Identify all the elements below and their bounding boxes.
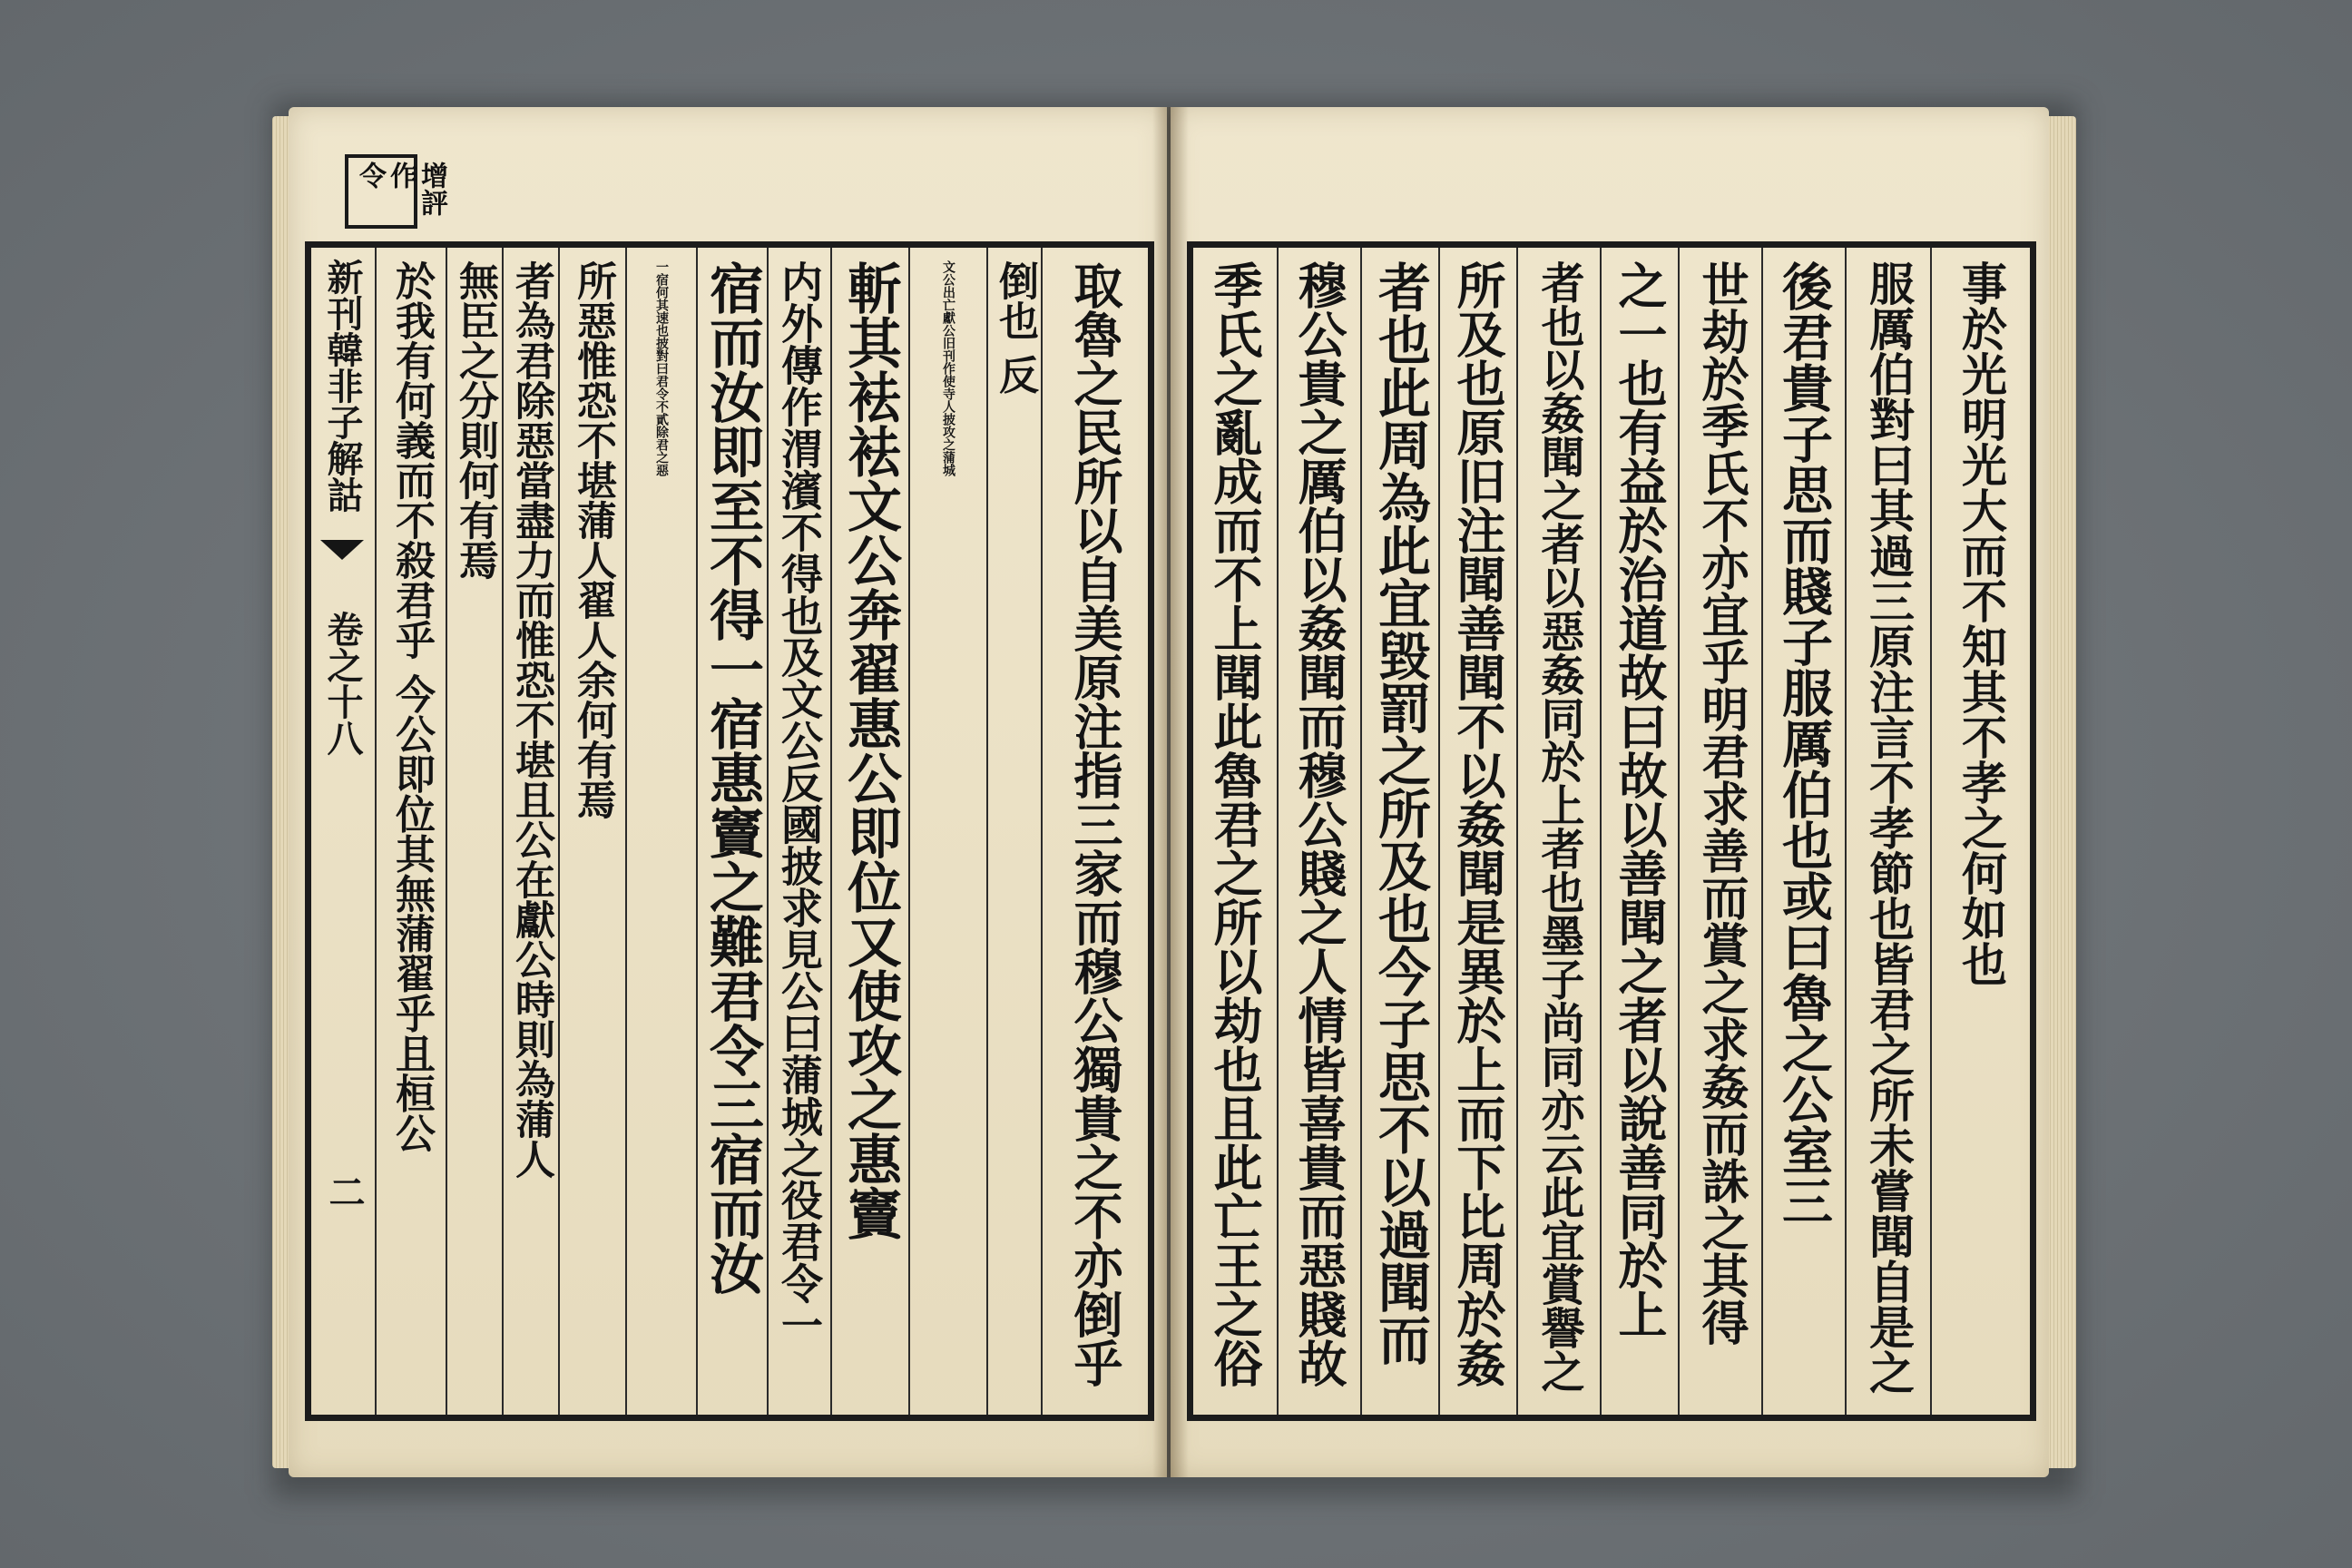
margin-volume: 卷之十八 — [321, 611, 364, 756]
text-column — [830, 248, 908, 1415]
text-column — [1277, 248, 1360, 1415]
text-column — [986, 248, 1041, 1415]
margin-strip — [311, 248, 375, 1415]
column-text: 一宿何其速也披對曰君令不貳除君之惡 — [654, 260, 669, 476]
column-text: 者為君除惡當盡力而惟恐不堪且公在獻公時則為蒲人 — [508, 260, 554, 1179]
text-column — [1930, 248, 2030, 1415]
text-column — [558, 248, 625, 1415]
fish-tail-mark — [320, 540, 364, 560]
header-stamp — [345, 154, 447, 229]
column-text: 所惡惟恐不堪蒲人翟人余何有焉 — [570, 260, 616, 819]
text-column — [1761, 248, 1845, 1415]
text-column — [1600, 248, 1678, 1415]
text-column — [1516, 248, 1600, 1415]
column-text: 於我有何義而不殺君乎 今公即位其無蒲翟乎且桓公 — [388, 260, 435, 1153]
column-text: 季氏之亂成而不上聞此魯君之所以劫也且此亡王之俗 — [1206, 260, 1264, 1387]
column-text: 取魯之民所以自美原注指三家而穆公獨貴之不亦倒乎 — [1066, 260, 1124, 1387]
column-text: 内外傳作渭濱不得也及文公反國披求見公曰蒲城之役君令一 — [775, 260, 824, 1346]
text-column — [1438, 248, 1516, 1415]
text-column — [696, 248, 767, 1415]
column-text: 事於光明光大而不知其不孝之何如也 — [1955, 260, 2008, 986]
column-text: 無臣之分則何有焉 — [452, 260, 498, 580]
text-column — [1193, 248, 1277, 1415]
column-text: 穆公貴之厲伯以姦聞而穆公賤之人情皆喜貴而惡賤故 — [1290, 260, 1348, 1387]
text-column — [908, 248, 986, 1415]
text-column — [1678, 248, 1761, 1415]
book-gutter — [1152, 107, 1189, 1477]
text-column — [375, 248, 446, 1415]
text-column — [1041, 248, 1148, 1415]
column-text: 世劫於季氏不亦宜乎明君求善而賞之求姦而誅之其得 — [1693, 260, 1749, 1346]
text-column — [625, 248, 696, 1415]
text-column — [767, 248, 830, 1415]
margin-leaf-number: 二 — [323, 1173, 366, 1210]
left-text-frame — [305, 241, 1154, 1421]
column-text: 宿而汝即至不得一宿惠竇之難君令三宿而汝 — [701, 260, 764, 1295]
column-text: 斬其袪袪文公奔翟惠公即位又使攻之惠竇 — [838, 260, 902, 1240]
text-column — [1845, 248, 1930, 1415]
column-text: 後君貴子思而賤子服厲伯也或曰魯之公室三 — [1774, 260, 1834, 1226]
margin-title: 新刊韓非子解詁 — [321, 259, 364, 513]
column-text: 者也以姦聞之者以惡姦同於上者也墨子尚同亦云此宜賞譽之 — [1534, 260, 1584, 1393]
right-text-frame — [1187, 241, 2036, 1421]
column-text: 之一也有益於治道故曰故以善聞之者以說善同於上 — [1611, 260, 1669, 1338]
text-column — [502, 248, 558, 1415]
column-text: 服厲伯對曰其過三原注言不孝節也皆君之所未嘗聞自是之 — [1862, 260, 1916, 1395]
column-text: 者也此周為此宜毀罰之所及也今子思不以過聞而 — [1369, 260, 1431, 1366]
column-text: 倒也 反 — [992, 260, 1038, 395]
column-text: 文公出亡獻公旧刊作使寺人披攻之蒲城 — [941, 260, 956, 476]
column-text: 所及也原旧注聞善聞不以姦聞是異於上而下比周於姦 — [1449, 260, 1507, 1387]
text-column — [446, 248, 502, 1415]
stamp-text: 增評 作 令 — [354, 162, 447, 216]
text-column — [1360, 248, 1438, 1415]
